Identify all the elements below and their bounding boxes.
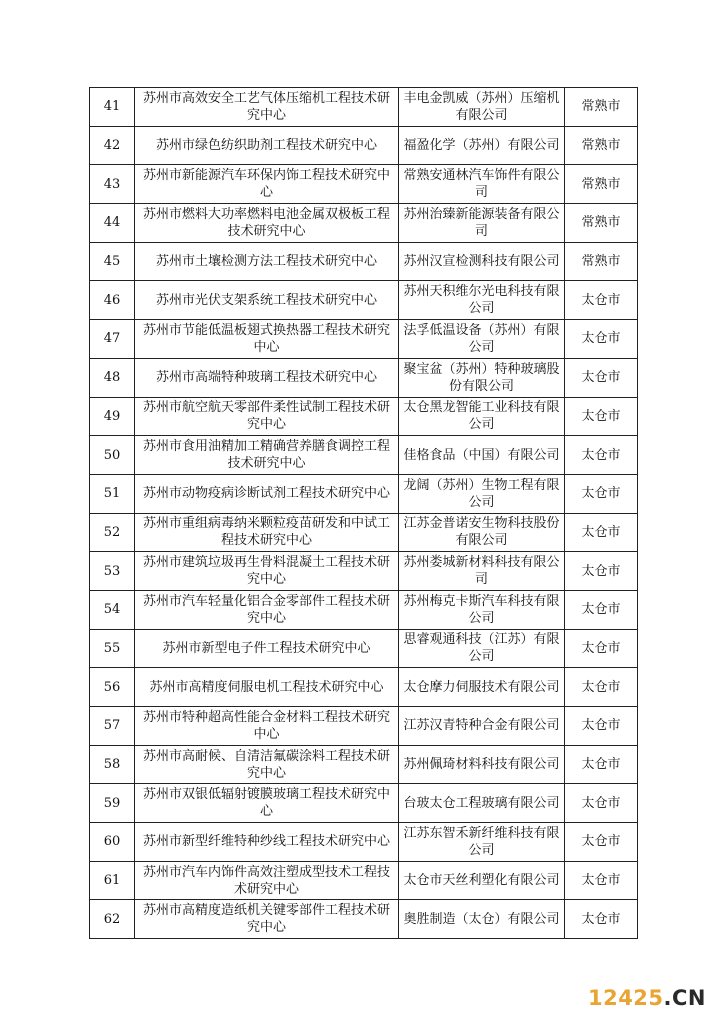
center-name: 苏州市汽车轻量化铝合金零部件工程技术研究中心	[135, 590, 399, 629]
center-name: 苏州市燃料大功率燃料电池金属双极板工程技术研究中心	[135, 204, 399, 243]
row-number: 50	[90, 436, 135, 475]
city-name: 太仓市	[565, 397, 638, 436]
center-name: 苏州市特种超高性能合金材料工程技术研究中心	[135, 707, 399, 746]
center-name: 苏州市食用油精加工精确营养膳食调控工程技术研究中心	[135, 436, 399, 475]
center-name: 苏州市绿色纺织助剂工程技术研究中心	[135, 126, 399, 165]
company-name: 江苏汉青特种合金有限公司	[399, 707, 565, 746]
table-row	[90, 88, 638, 127]
company-name: 苏州治臻新能源装备有限公司	[399, 204, 565, 243]
city-name: 常熟市	[565, 242, 638, 281]
row-number: 60	[90, 823, 135, 862]
table-row	[90, 784, 638, 823]
table-row	[90, 707, 638, 746]
table-row	[90, 165, 638, 204]
row-number: 46	[90, 281, 135, 320]
table-body	[90, 88, 638, 939]
company-name: 台玻太仓工程玻璃有限公司	[399, 784, 565, 823]
company-name: 苏州佩琦材料科技有限公司	[399, 745, 565, 784]
row-number: 59	[90, 784, 135, 823]
row-number: 51	[90, 474, 135, 513]
center-name: 苏州市土壤检测方法工程技术研究中心	[135, 242, 399, 281]
city-name: 太仓市	[565, 590, 638, 629]
city-name: 太仓市	[565, 861, 638, 900]
center-name: 苏州市高端特种玻璃工程技术研究中心	[135, 358, 399, 397]
city-name: 太仓市	[565, 823, 638, 862]
row-number: 47	[90, 320, 135, 359]
company-name: 常熟安通林汽车饰件有限公司	[399, 165, 565, 204]
city-name: 太仓市	[565, 900, 638, 939]
row-number: 48	[90, 358, 135, 397]
row-number: 57	[90, 707, 135, 746]
table-row	[90, 281, 638, 320]
city-name: 常熟市	[565, 204, 638, 243]
row-number: 61	[90, 861, 135, 900]
city-name: 常熟市	[565, 88, 638, 127]
company-name: 丰电金凯威（苏州）压缩机有限公司	[399, 88, 565, 127]
center-name: 苏州市新型电子件工程技术研究中心	[135, 629, 399, 668]
row-number: 58	[90, 745, 135, 784]
table-row	[90, 436, 638, 475]
company-name: 龙阔（苏州）生物工程有限公司	[399, 474, 565, 513]
company-name: 苏州汉宣检测科技有限公司	[399, 242, 565, 281]
table-row	[90, 204, 638, 243]
site-watermark	[588, 986, 706, 1010]
center-name: 苏州市建筑垃圾再生骨料混凝土工程技术研究中心	[135, 552, 399, 591]
city-name: 太仓市	[565, 707, 638, 746]
row-number: 54	[90, 590, 135, 629]
row-number: 44	[90, 204, 135, 243]
center-name: 苏州市高耐候、自清洁氟碳涂料工程技术研究中心	[135, 745, 399, 784]
table-row	[90, 474, 638, 513]
row-number: 53	[90, 552, 135, 591]
table-row	[90, 320, 638, 359]
center-name: 苏州市节能低温板翅式换热器工程技术研究中心	[135, 320, 399, 359]
center-name: 苏州市高效安全工艺气体压缩机工程技术研究中心	[135, 88, 399, 127]
table-row	[90, 590, 638, 629]
city-name: 常熟市	[565, 126, 638, 165]
row-number: 41	[90, 88, 135, 127]
center-name: 苏州市动物疫病诊断试剂工程技术研究中心	[135, 474, 399, 513]
city-name: 太仓市	[565, 668, 638, 707]
center-name: 苏州市航空航天零部件柔性试制工程技术研究中心	[135, 397, 399, 436]
table-row	[90, 242, 638, 281]
table-row	[90, 861, 638, 900]
watermark-digits: 12425	[587, 986, 664, 1010]
row-number: 62	[90, 900, 135, 939]
city-name: 太仓市	[565, 320, 638, 359]
city-name: 太仓市	[565, 358, 638, 397]
company-name: 太仓市天丝利塑化有限公司	[399, 861, 565, 900]
company-name: 奥胜制造（太仓）有限公司	[399, 900, 565, 939]
company-name: 法孚低温设备（苏州）有限公司	[399, 320, 565, 359]
table-row	[90, 629, 638, 668]
table-row	[90, 823, 638, 862]
center-name: 苏州市高精度伺服电机工程技术研究中心	[135, 668, 399, 707]
table-row	[90, 397, 638, 436]
table-row	[90, 668, 638, 707]
company-name: 苏州天积维尔光电科技有限公司	[399, 281, 565, 320]
company-name: 太仓黑龙智能工业科技有限公司	[399, 397, 565, 436]
company-name: 苏州娄城新材料科技有限公司	[399, 552, 565, 591]
company-name: 苏州梅克卡斯汽车科技有限公司	[399, 590, 565, 629]
table-row	[90, 900, 638, 939]
center-name: 苏州市高精度造纸机关键零部件工程技术研究中心	[135, 900, 399, 939]
company-name: 江苏东智禾新纤维科技有限公司	[399, 823, 565, 862]
center-name: 苏州市光伏支架系统工程技术研究中心	[135, 281, 399, 320]
table-row	[90, 358, 638, 397]
row-number: 56	[90, 668, 135, 707]
center-name: 苏州市重组病毒纳米颗粒疫苗研发和中试工程技术研究中心	[135, 513, 399, 552]
center-name: 苏州市汽车内饰件高效注塑成型技术工程技术研究中心	[135, 861, 399, 900]
company-name: 福盈化学（苏州）有限公司	[399, 126, 565, 165]
city-name: 太仓市	[565, 474, 638, 513]
center-name: 苏州市双银低辐射镀膜玻璃工程技术研究中心	[135, 784, 399, 823]
company-name: 佳格食品（中国）有限公司	[399, 436, 565, 475]
city-name: 太仓市	[565, 629, 638, 668]
row-number: 43	[90, 165, 135, 204]
city-name: 太仓市	[565, 436, 638, 475]
table-row	[90, 126, 638, 165]
city-name: 太仓市	[565, 745, 638, 784]
table-row	[90, 745, 638, 784]
row-number: 45	[90, 242, 135, 281]
row-number: 49	[90, 397, 135, 436]
row-number: 52	[90, 513, 135, 552]
company-name: 思睿观通科技（江苏）有限公司	[399, 629, 565, 668]
city-name: 太仓市	[565, 784, 638, 823]
row-number: 55	[90, 629, 135, 668]
center-name: 苏州市新型纤维特种纱线工程技术研究中心	[135, 823, 399, 862]
watermark-domain: .CN	[663, 986, 706, 1010]
city-name: 太仓市	[565, 552, 638, 591]
center-name: 苏州市新能源汽车环保内饰工程技术研究中心	[135, 165, 399, 204]
company-name: 聚宝盆（苏州）特种玻璃股份有限公司	[399, 358, 565, 397]
company-name: 江苏金普诺安生物科技股份有限公司	[399, 513, 565, 552]
city-name: 太仓市	[565, 281, 638, 320]
center-list-table	[89, 87, 638, 939]
city-name: 太仓市	[565, 513, 638, 552]
row-number: 42	[90, 126, 135, 165]
table-row	[90, 552, 638, 591]
city-name: 常熟市	[565, 165, 638, 204]
company-name: 太仓摩力伺服技术有限公司	[399, 668, 565, 707]
table-row	[90, 513, 638, 552]
